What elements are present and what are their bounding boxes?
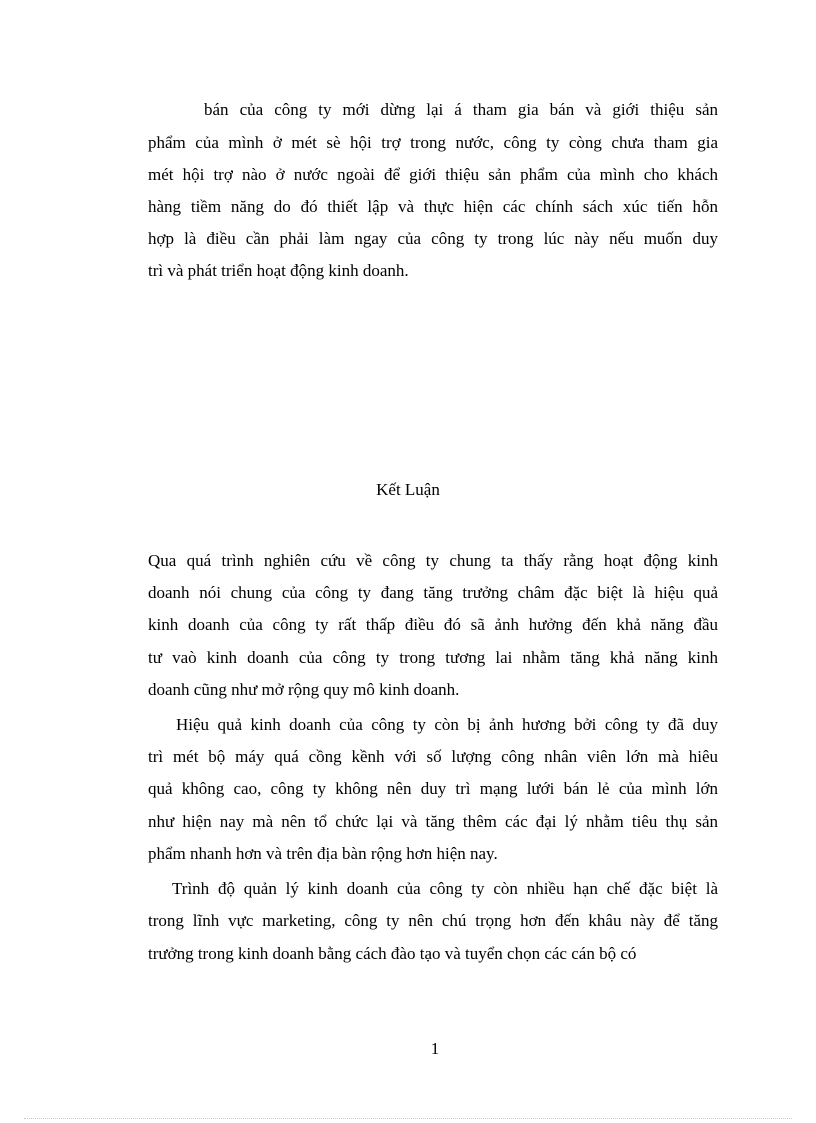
paragraph-3-line-3: quả không cao, công ty không nên duy trì mạng lưới bán lẻ của mình lớn [148, 779, 718, 798]
section-heading: Kết Luận [376, 480, 440, 499]
paragraph-2-line-1: Qua quá trình nghiên cứu về công ty chung ta thấy rằng hoạt động kinh [148, 551, 718, 570]
paragraph-1-line-5: hợp là điều cần phải làm ngay của công ty trong lúc này nếu muốn duy [148, 229, 718, 248]
paragraph-4-line-1: Trình độ quản lý kinh doanh của công ty còn nhiều hạn chế đặc biệt là [172, 879, 718, 898]
paragraph-4-line-3: trưởng trong kinh doanh bằng cách đào tạo và tuyển chọn các cán bộ có [148, 944, 637, 963]
paragraph-1-line-1: bán của công ty mới dừng lại á tham gia bán và giới thiệu sản [204, 100, 718, 119]
paragraph-3-line-4: như hiện nay mà nên tổ chức lại và tăng thêm các đại lý nhằm tiêu thụ sản [148, 812, 718, 831]
page-bottom-rule [24, 1118, 792, 1119]
paragraph-1-line-3: mét hội trợ nào ở nước ngoài để giới thiệu sản phẩm của mình cho khách [148, 165, 718, 184]
paragraph-4-line-2: trong lĩnh vực marketing, công ty nên chú trọng hơn đến khâu này để tăng [148, 911, 718, 930]
paragraph-1-line-2: phẩm của mình ở mét sè hội trợ trong nước, công ty còng chưa tham gia [148, 133, 718, 152]
paragraph-1-line-6: trì và phát triển hoạt động kinh doanh. [148, 261, 409, 280]
paragraph-1-line-4: hàng tiềm năng do đó thiết lập và thực hiện các chính sách xúc tiến hỗn [148, 197, 718, 216]
page-number: 1 [430, 1039, 440, 1058]
paragraph-2-line-3: kinh doanh của công ty rất thấp điều đó sã ảnh hưởng đến khả năng đầu [148, 615, 718, 634]
paragraph-2-line-5: doanh cũng như mở rộng quy mô kinh doanh. [148, 680, 460, 699]
paragraph-3-line-2: trì mét bộ máy quá cồng kềnh với số lượng công nhân viên lớn mà hiêu [148, 747, 718, 766]
paragraph-2-line-4: tư vaò kinh doanh của công ty trong tương lai nhằm tăng khả năng kinh [148, 648, 718, 667]
paragraph-2-line-2: doanh nói chung của công ty đang tăng trưởng châm đặc biệt là hiệu quả [148, 583, 718, 602]
paragraph-3-line-5: phẩm nhanh hơn và trên địa bàn rộng hơn hiện nay. [148, 844, 498, 863]
paragraph-3-line-1: Hiệu quả kinh doanh của công ty còn bị ảnh hương bởi công ty đã duy [176, 715, 718, 734]
